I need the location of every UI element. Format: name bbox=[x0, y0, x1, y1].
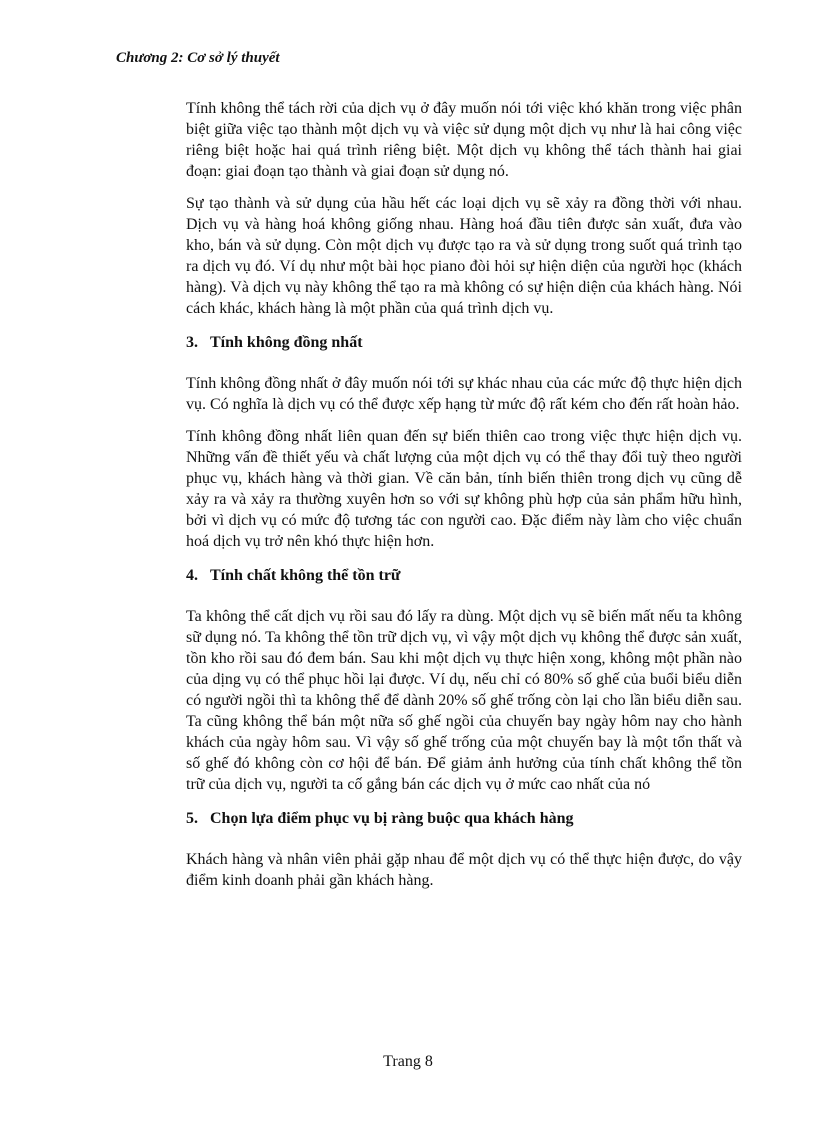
section-number: 4. bbox=[186, 567, 198, 584]
section-heading-perishability bbox=[186, 565, 742, 586]
section-number: 3. bbox=[186, 334, 198, 351]
section-title: Tính không đồng nhất bbox=[210, 334, 363, 351]
paragraph-perishability: Ta không thể cất dịch vụ rồi sau đó lấy ra dùng. Một dịch vụ sẽ biến mất nếu ta không sữ dụng nó. Ta không thể tồn trữ dịch vụ, vì vậy một dịch vụ không thể được sản xuất, tồn kho rồi sau đó đem bán. Sau khi một dịch vụ thực hiện xong, không một phần nào của dịng vụ có thể phục hồi lại được. Ví dụ, nếu chỉ có 80% số ghế của buổi biểu diễn có người ngồi thì ta không thể để dành 20% số ghế trống còn lại cho lần biểu diễn sau. Ta cũng không thể bán một nữa số ghế ngồi của chuyến bay ngày hôm nay cho hành khách của ngày hôm sau. Vì vậy số ghế trống của một chuyến bay là một tổn thất và số ghế đó không còn cơ hội để bán. Để giảm ảnh hưởng của tính chất không thể tồn trữ của dịch vụ, người ta cố gắng bán các dịch vụ ở mức cao nhất của nó bbox=[186, 608, 742, 793]
paragraph-inseparability-example: Sự tạo thành và sử dụng của hầu hết các loại dịch vụ sẽ xảy ra đồng thời với nhau. Dịch vụ và hàng hoá không giống nhau. Hàng hoá đầu tiên được sản xuất, đưa vào kho, bán và sử dụng. Còn một dịch vụ được tạo ra và sử dụng trong suốt quá trình tạo ra dịch vụ đó. Ví dụ như một bài học piano đòi hỏi sự hiện diện của người học (khách hàng). Và dịch vụ này không thể tạo ra mà không có sự hiện diện của khách hàng. Nói cách khác, khách hàng là một phần của quá trình dịch vụ. bbox=[186, 195, 742, 317]
chapter-header: Chương 2: Cơ sở lý thuyết bbox=[116, 50, 280, 66]
section-title: Chọn lựa điểm phục vụ bị ràng buộc qua khách hàng bbox=[210, 810, 574, 827]
page-number: Trang 8 bbox=[383, 1053, 433, 1070]
section-title: Tính chất không thể tồn trữ bbox=[210, 567, 401, 584]
section-heading-location bbox=[186, 808, 742, 829]
section-number: 5. bbox=[186, 810, 198, 827]
paragraph-inseparability-definition: Tính không thể tách rời của dịch vụ ở đây muốn nói tới việc khó khăn trong việc phân biệt giữa việc tạo thành một dịch vụ và việc sử dụng một dịch vụ như là hai công việc riêng biệt hoặc hai quá trình riêng biệt. Một dịch vụ không thể tách thành hai giai đoạn: giai đoạn tạo thành và giai đoạn sử dụng nó. bbox=[186, 100, 742, 180]
paragraph-location: Khách hàng và nhân viên phải gặp nhau để một dịch vụ có thể thực hiện được, do vậy điểm kinh doanh phải gần khách hàng. bbox=[186, 851, 742, 889]
paragraph-heterogeneity-definition: Tính không đồng nhất ở đây muốn nói tới sự khác nhau của các mức độ thực hiện dịch vụ. Có nghĩa là dịch vụ có thể được xếp hạng từ mức độ rất kém cho đến rất hoàn hảo. bbox=[186, 375, 742, 413]
section-heading-heterogeneity bbox=[186, 332, 742, 353]
paragraph-heterogeneity-detail: Tính không đồng nhất liên quan đến sự biến thiên cao trong việc thực hiện dịch vụ. Những vấn đề thiết yếu và chất lượng của một dịch vụ có thể thay đổi tuỳ theo người phục vụ, khách hàng và thời gian. Về căn bản, tính biến thiên trong dịch vụ cũng dễ xảy ra và xảy ra thường xuyên hơn so với sự không phù hợp của sản phẩm hữu hình, bởi vì dịch vụ có mức độ tương tác con người cao. Đặc điểm này làm cho việc chuẩn hoá dịch vụ trở nên khó thực hiện hơn. bbox=[186, 428, 742, 550]
page-body bbox=[186, 98, 742, 902]
